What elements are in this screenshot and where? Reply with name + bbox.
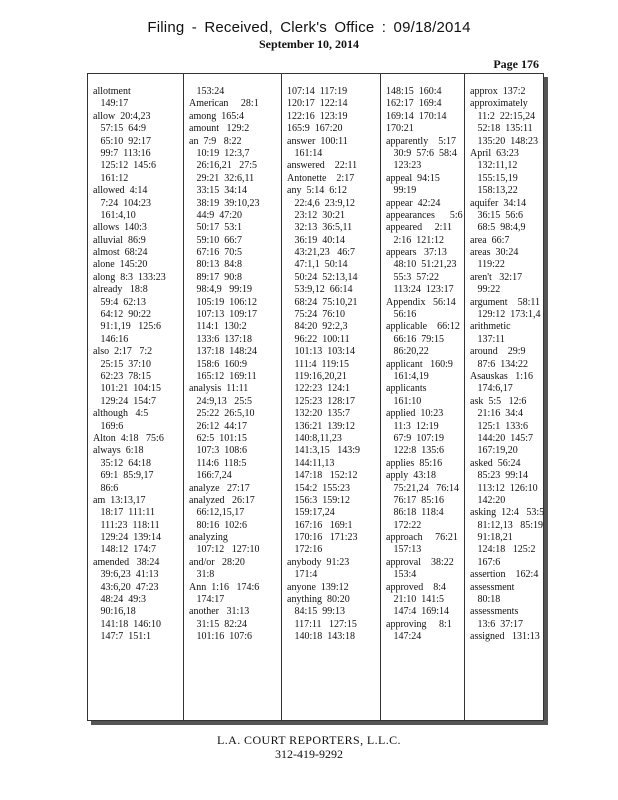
- index-entry-line: 107:12 127:10: [189, 544, 260, 556]
- index-entry-line: 48:24 49:3: [93, 594, 147, 606]
- index-entry-line: along 8:3 133:23: [93, 271, 166, 283]
- index-entry-line: 48:10 51:21,23: [386, 259, 457, 271]
- index-entry-line: 156:3 159:12: [287, 494, 351, 506]
- index-entry-line: 87:6 134:22: [470, 358, 529, 370]
- hearing-date: September 10, 2014: [258, 37, 360, 51]
- index-entry-line: answer 100:11: [287, 135, 348, 147]
- index-entry-line: assigned 131:13: [470, 631, 540, 643]
- index-entry-line: 144:20 145:7: [470, 432, 534, 444]
- index-entry-line: 113:24 123:17: [386, 284, 454, 296]
- index-entry-line: applicant 160:9: [386, 358, 453, 370]
- index-entry-line: 113:12 126:10: [470, 482, 538, 494]
- index-entry-line: also 2:17 7:2: [93, 346, 153, 358]
- index-entry-line: applicable 66:12: [386, 321, 460, 333]
- index-entry-line: appearances 5:6: [386, 209, 463, 221]
- index-entry-line: 43:6,20 47:23: [93, 581, 159, 593]
- index-entry-line: anybody 91:23: [287, 556, 350, 568]
- index-entry-line: 67:16 70:5: [189, 247, 243, 259]
- index-entry-line: 68:5 98:4,9: [470, 222, 526, 234]
- index-entry-line: analyzing: [189, 532, 228, 544]
- index-entry-line: aren't 32:17: [470, 271, 523, 283]
- index-entry-line: 21:10 141:5: [386, 594, 445, 606]
- index-entry-line: 135:20 148:23: [470, 135, 539, 147]
- index-entry-line: 133:6 137:18: [189, 333, 253, 345]
- index-entry-line: 165:9 167:20: [287, 123, 343, 135]
- index-entry-line: 31:15 82:24: [189, 618, 248, 630]
- index-entry-line: 30:9 57:6 58:4: [386, 147, 457, 159]
- index-entry-line: assessments: [470, 606, 519, 618]
- index-entry-line: 80:18: [470, 594, 501, 606]
- index-entry-line: 2:16 121:12: [386, 234, 445, 246]
- index-entry-line: 165:12 169:11: [189, 370, 257, 382]
- index-entry-line: 161:4,10: [93, 209, 136, 221]
- index-entry-line: 21:16 34:4: [470, 408, 524, 420]
- index-entry-line: 44:9 47:20: [189, 209, 243, 221]
- index-entry-line: 111:23 118:11: [93, 519, 160, 531]
- index-entry-line: 38:19 39:10,23: [189, 197, 260, 209]
- page-number: Page 176: [493, 57, 539, 71]
- index-entry-line: 86:20,22: [386, 346, 429, 358]
- index-entry-line: 47:1,1 50:14: [287, 259, 348, 271]
- index-entry-line: 18:17 111:11: [93, 507, 155, 519]
- index-entry-line: 132:20 135:7: [287, 408, 351, 420]
- index-entry-line: 39:6,23 41:13: [93, 569, 159, 581]
- index-entry-line: 80:13 84:8: [189, 259, 243, 271]
- index-entry-line: 36:15 56:6: [470, 209, 524, 221]
- index-entry-line: ask 5:5 12:6: [470, 395, 527, 407]
- index-entry-line: 59:4 62:13: [93, 296, 147, 308]
- index-entry-line: alone 145:20: [93, 259, 148, 271]
- index-entry-line: 84:15 99:13: [287, 606, 346, 618]
- index-entry-line: 171:4: [287, 569, 318, 581]
- index-entry-line: amended 38:24: [93, 556, 160, 568]
- index-entry-line: 169:14 170:14: [386, 110, 447, 122]
- index-entry-line: 161:4,19: [386, 370, 429, 382]
- index-entry-line: 154:2 155:23: [287, 482, 351, 494]
- index-entry-line: 122:16 123:19: [287, 110, 348, 122]
- index-entry-line: 141:3,15 143:9: [287, 445, 361, 457]
- index-entry-line: 158:6 160:9: [189, 358, 248, 370]
- index-entry-line: 99:19: [386, 185, 417, 197]
- index-entry-line: 11:2 22:15,24: [470, 110, 536, 122]
- index-entry-line: 120:17 122:14: [287, 98, 348, 110]
- index-entry-line: approval 38:22: [386, 556, 454, 568]
- index-entry-line: 119:16,20,21: [287, 370, 347, 382]
- index-column-3: [282, 74, 381, 720]
- index-entry-line: around 29:9: [470, 346, 526, 358]
- index-entry-line: 129:12 173:1,4: [470, 309, 541, 321]
- index-entry-line: 11:3 12:19: [386, 420, 439, 432]
- index-entry-line: 174:6,17: [470, 383, 513, 395]
- index-entry-line: 158:13,22: [470, 185, 518, 197]
- index-entry-line: 68:24 75:10,21: [287, 296, 358, 308]
- index-entry-line: 153:24: [189, 86, 225, 97]
- index-entry-line: allow 20:4,23: [93, 110, 151, 122]
- index-entry-line: 122:23 124:1: [287, 383, 351, 395]
- index-entry-line: 124:18 125:2: [470, 544, 536, 556]
- index-entry-line: 101:16 107:6: [189, 631, 253, 643]
- index-entry-line: 52:18 135:11: [470, 123, 533, 135]
- index-entry-line: among 165:4: [189, 110, 244, 122]
- index-entry-line: another 31:13: [189, 606, 250, 618]
- index-entry-line: 141:18 146:10: [93, 618, 162, 630]
- court-reporter-phone: 312-419-9292: [275, 747, 343, 761]
- index-entry-line: 137:11: [470, 333, 505, 345]
- index-column-1: [88, 74, 184, 720]
- index-entry-line: although 4:5: [93, 408, 149, 420]
- index-entry-line: 140:8,11,23: [287, 432, 342, 444]
- index-entry-line: almost 68:24: [93, 247, 148, 259]
- index-entry-line: analyzed 26:17: [189, 494, 255, 506]
- index-entry-line: allotment: [93, 86, 131, 97]
- index-entry-line: applies 85:16: [386, 457, 443, 469]
- index-entry-line: 170:21: [386, 123, 414, 135]
- index-entry-line: 31:8: [189, 569, 215, 581]
- index-entry-line: 91:1,19 125:6: [93, 321, 162, 333]
- index-entry-line: 99:7 113:16: [93, 147, 151, 159]
- index-entry-line: 114:6 118:5: [189, 457, 247, 469]
- index-entry-line: 22:4,6 23:9,12: [287, 197, 356, 209]
- index-entry-line: applied 10:23: [386, 408, 444, 420]
- index-entry-line: 146:16: [93, 333, 129, 345]
- index-entry-line: 162:17 169:4: [386, 98, 442, 110]
- index-entry-line: applicants: [386, 383, 427, 395]
- index-entry-line: 59:10 66:7: [189, 234, 243, 246]
- index-entry-line: asked 56:24: [470, 457, 521, 469]
- index-entry-line: 147:24: [386, 631, 422, 643]
- index-entry-line: analysis 11:11: [189, 383, 249, 395]
- index-entry-line: 36:19 40:14: [287, 234, 346, 246]
- index-entry-line: approach 76:21: [386, 532, 458, 544]
- index-entry-line: 86:18 118:4: [386, 507, 444, 519]
- index-entry-line: approximately: [470, 98, 528, 110]
- index-entry-line: 153:4: [386, 569, 417, 581]
- index-entry-line: approving 8:1: [386, 618, 452, 630]
- index-entry-line: argument 58:11: [470, 296, 540, 308]
- index-entry-line: amount 129:2: [189, 123, 250, 135]
- index-entry-line: April 63:23: [470, 147, 519, 159]
- index-entry-line: 107:14 117:19: [287, 86, 348, 97]
- index-entry-line: 117:11 127:15: [287, 618, 357, 630]
- index-entry-line: appears 37:13: [386, 247, 447, 259]
- index-entry-line: apparently 5:17: [386, 135, 456, 147]
- index-entry-line: answered 22:11: [287, 160, 358, 172]
- index-entry-line: arithmetic: [470, 321, 511, 333]
- index-entry-line: 122:8 135:6: [386, 445, 445, 457]
- index-entry-line: analyze 27:17: [189, 482, 250, 494]
- index-entry-line: 75:21,24 76:14: [386, 482, 460, 494]
- index-entry-line: areas 30:24: [470, 247, 519, 259]
- index-entry-line: 148:12 174:7: [93, 544, 157, 556]
- index-entry-line: 91:18,21: [470, 532, 513, 544]
- court-reporter-name: L.A. COURT REPORTERS, L.L.C.: [217, 733, 401, 747]
- index-entry-line: 167:6: [470, 556, 501, 568]
- index-entry-line: 148:15 160:4: [386, 86, 442, 97]
- index-entry-line: 81:12,13 85:19: [470, 519, 544, 531]
- index-entry-line: 50:24 52:13,14: [287, 271, 358, 283]
- filing-stamp: Filing - Received, Clerk's Office : 09/18/2014: [147, 19, 471, 36]
- index-entry-line: 67:9 107:19: [386, 432, 445, 444]
- index-entry-line: 33:15 34:14: [189, 185, 248, 197]
- index-entry-line: 129:24 154:7: [93, 395, 157, 407]
- index-entry-line: 159:17,24: [287, 507, 335, 519]
- index-entry-line: 149:17: [93, 98, 129, 110]
- index-column-5: [465, 74, 543, 720]
- index-entry-line: 65:10 92:17: [93, 135, 152, 147]
- index-entry-line: apply 43:18: [386, 470, 436, 482]
- index-entry-line: 69:1 85:9,17: [93, 470, 154, 482]
- index-column-4: [381, 74, 465, 720]
- index-entry-line: 166:7,24: [189, 470, 232, 482]
- index-entry-line: 26:16,21 27:5: [189, 160, 258, 172]
- index-entry-line: 142:20: [470, 494, 506, 506]
- index-entry-line: 13:6 37:17: [470, 618, 524, 630]
- index-entry-line: 136:21 139:12: [287, 420, 356, 432]
- index-entry-line: 105:19 106:12: [189, 296, 258, 308]
- index-entry-line: 66:16 79:15: [386, 333, 445, 345]
- index-entry-line: 170:16 171:23: [287, 532, 358, 544]
- index-entry-line: 107:3 108:6: [189, 445, 248, 457]
- index-entry-line: 99:22: [470, 284, 501, 296]
- index-entry-line: 147:18 152:12: [287, 470, 358, 482]
- index-entry-line: 23:12 30:21: [287, 209, 346, 221]
- index-entry-line: 56:16: [386, 309, 417, 321]
- index-entry-line: 89:17 90:8: [189, 271, 243, 283]
- index-entry-line: 90:16,18: [93, 606, 136, 618]
- index-entry-line: Antonette 2:17: [287, 172, 355, 184]
- index-entry-line: 174:17: [189, 594, 225, 606]
- index-entry-line: 123:23: [386, 160, 422, 172]
- index-entry-line: appear 42:24: [386, 197, 441, 209]
- index-entry-line: appeared 2:11: [386, 222, 452, 234]
- index-entry-line: 50:17 53:1: [189, 222, 243, 234]
- index-entry-line: 86:6: [93, 482, 119, 494]
- index-entry-line: Asauskas 1:16: [470, 370, 534, 382]
- index-entry-line: 147:4 169:14: [386, 606, 450, 618]
- index-entry-line: 101:13 103:14: [287, 346, 356, 358]
- index-entry-line: 144:11,13: [287, 457, 335, 469]
- index-entry-line: allows 140:3: [93, 222, 147, 234]
- index-entry-line: 155:15,19: [470, 172, 518, 184]
- index-entry-line: 66:12,15,17: [189, 507, 245, 519]
- index-entry-line: Alton 4:18 75:6: [93, 432, 164, 444]
- index-entry-line: 25:15 37:10: [93, 358, 152, 370]
- index-entry-line: and/or 28:20: [189, 556, 245, 568]
- index-entry-line: am 13:13,17: [93, 494, 146, 506]
- index-entry-line: 172:16: [287, 544, 323, 556]
- index-entry-line: 35:12 64:18: [93, 457, 152, 469]
- index-entry-line: 57:15 64:9: [93, 123, 147, 135]
- index-entry-line: Ann 1:16 174:6: [189, 581, 260, 593]
- index-entry-line: 132:11,12: [470, 160, 518, 172]
- index-entry-line: area 66:7: [470, 234, 510, 246]
- index-entry-line: 137:18 148:24: [189, 346, 258, 358]
- index-entry-line: 98:4,9 99:19: [189, 284, 253, 296]
- index-entry-line: anything 80:20: [287, 594, 350, 606]
- index-entry-line: 125:23 128:17: [287, 395, 356, 407]
- index-entry-line: 25:22 26:5,10: [189, 408, 255, 420]
- index-entry-line: 157:13: [386, 544, 422, 556]
- index-entry-line: American 28:1: [189, 98, 259, 110]
- index-entry-line: approx 137:2: [470, 86, 526, 97]
- index-entry-line: 107:13 109:17: [189, 309, 258, 321]
- index-entry-line: approved 8:4: [386, 581, 446, 593]
- index-entry-line: 147:7 151:1: [93, 631, 152, 643]
- index-entry-line: 64:12 90:22: [93, 309, 152, 321]
- index-entry-line: anyone 139:12: [287, 581, 349, 593]
- index-entry-line: alluvial 86:9: [93, 234, 146, 246]
- index-entry-line: 114:1 130:2: [189, 321, 247, 333]
- index-entry-line: 119:22: [470, 259, 505, 271]
- index-entry-line: assessment: [470, 581, 515, 593]
- index-entry-line: 167:19,20: [470, 445, 518, 457]
- index-entry-line: 53:9,12 66:14: [287, 284, 353, 296]
- index-entry-line: always 6:18: [93, 445, 144, 457]
- index-entry-line: assertion 162:4: [470, 569, 539, 581]
- index-entry-line: allowed 4:14: [93, 185, 148, 197]
- index-entry-line: 169:6: [93, 420, 124, 432]
- index-entry-line: 76:17 85:16: [386, 494, 445, 506]
- index-entry-line: any 5:14 6:12: [287, 185, 347, 197]
- index-entry-line: 29:21 32:6,11: [189, 172, 255, 184]
- index-table: [87, 73, 544, 721]
- index-entry-line: 125:12 145:6: [93, 160, 157, 172]
- index-entry-line: 55:3 57:22: [386, 271, 440, 283]
- index-entry-line: appeal 94:15: [386, 172, 440, 184]
- index-entry-line: 140:18 143:18: [287, 631, 356, 643]
- index-entry-line: 7:24 104:23: [93, 197, 152, 209]
- index-entry-line: Appendix 56:14: [386, 296, 456, 308]
- index-entry-line: 111:4 119:15: [287, 358, 349, 370]
- index-entry-line: 84:20 92:2,3: [287, 321, 348, 333]
- index-entry-line: 101:21 104:15: [93, 383, 162, 395]
- index-entry-line: 10:19 12:3,7: [189, 147, 250, 159]
- index-entry-line: already 18:8: [93, 284, 148, 296]
- index-entry-line: 129:24 139:14: [93, 532, 162, 544]
- index-entry-line: an 7:9 8:22: [189, 135, 242, 147]
- index-entry-line: 125:1 133:6: [470, 420, 529, 432]
- index-column-2: [184, 74, 282, 720]
- index-entry-line: 172:22: [386, 519, 422, 531]
- index-entry-line: 96:22 100:11: [287, 333, 350, 345]
- index-entry-line: 167:16 169:1: [287, 519, 353, 531]
- index-entry-line: 161:14: [287, 147, 323, 159]
- index-entry-line: asking 12:4 53:5: [470, 507, 545, 519]
- index-entry-line: 26:12 44:17: [189, 420, 248, 432]
- index-entry-line: 62:5 101:15: [189, 432, 248, 444]
- index-entry-line: 161:10: [386, 395, 422, 407]
- index-entry-line: 62:23 78:15: [93, 370, 152, 382]
- index-entry-line: 24:9,13 25:5: [189, 395, 253, 407]
- index-entry-line: 80:16 102:6: [189, 519, 248, 531]
- index-entry-line: 161:12: [93, 172, 129, 184]
- index-entry-line: 85:23 99:14: [470, 470, 529, 482]
- index-entry-line: 75:24 76:10: [287, 309, 346, 321]
- index-entry-line: 32:13 36:5,11: [287, 222, 353, 234]
- index-entry-line: aquifer 34:14: [470, 197, 527, 209]
- index-entry-line: 43:21,23 46:7: [287, 247, 356, 259]
